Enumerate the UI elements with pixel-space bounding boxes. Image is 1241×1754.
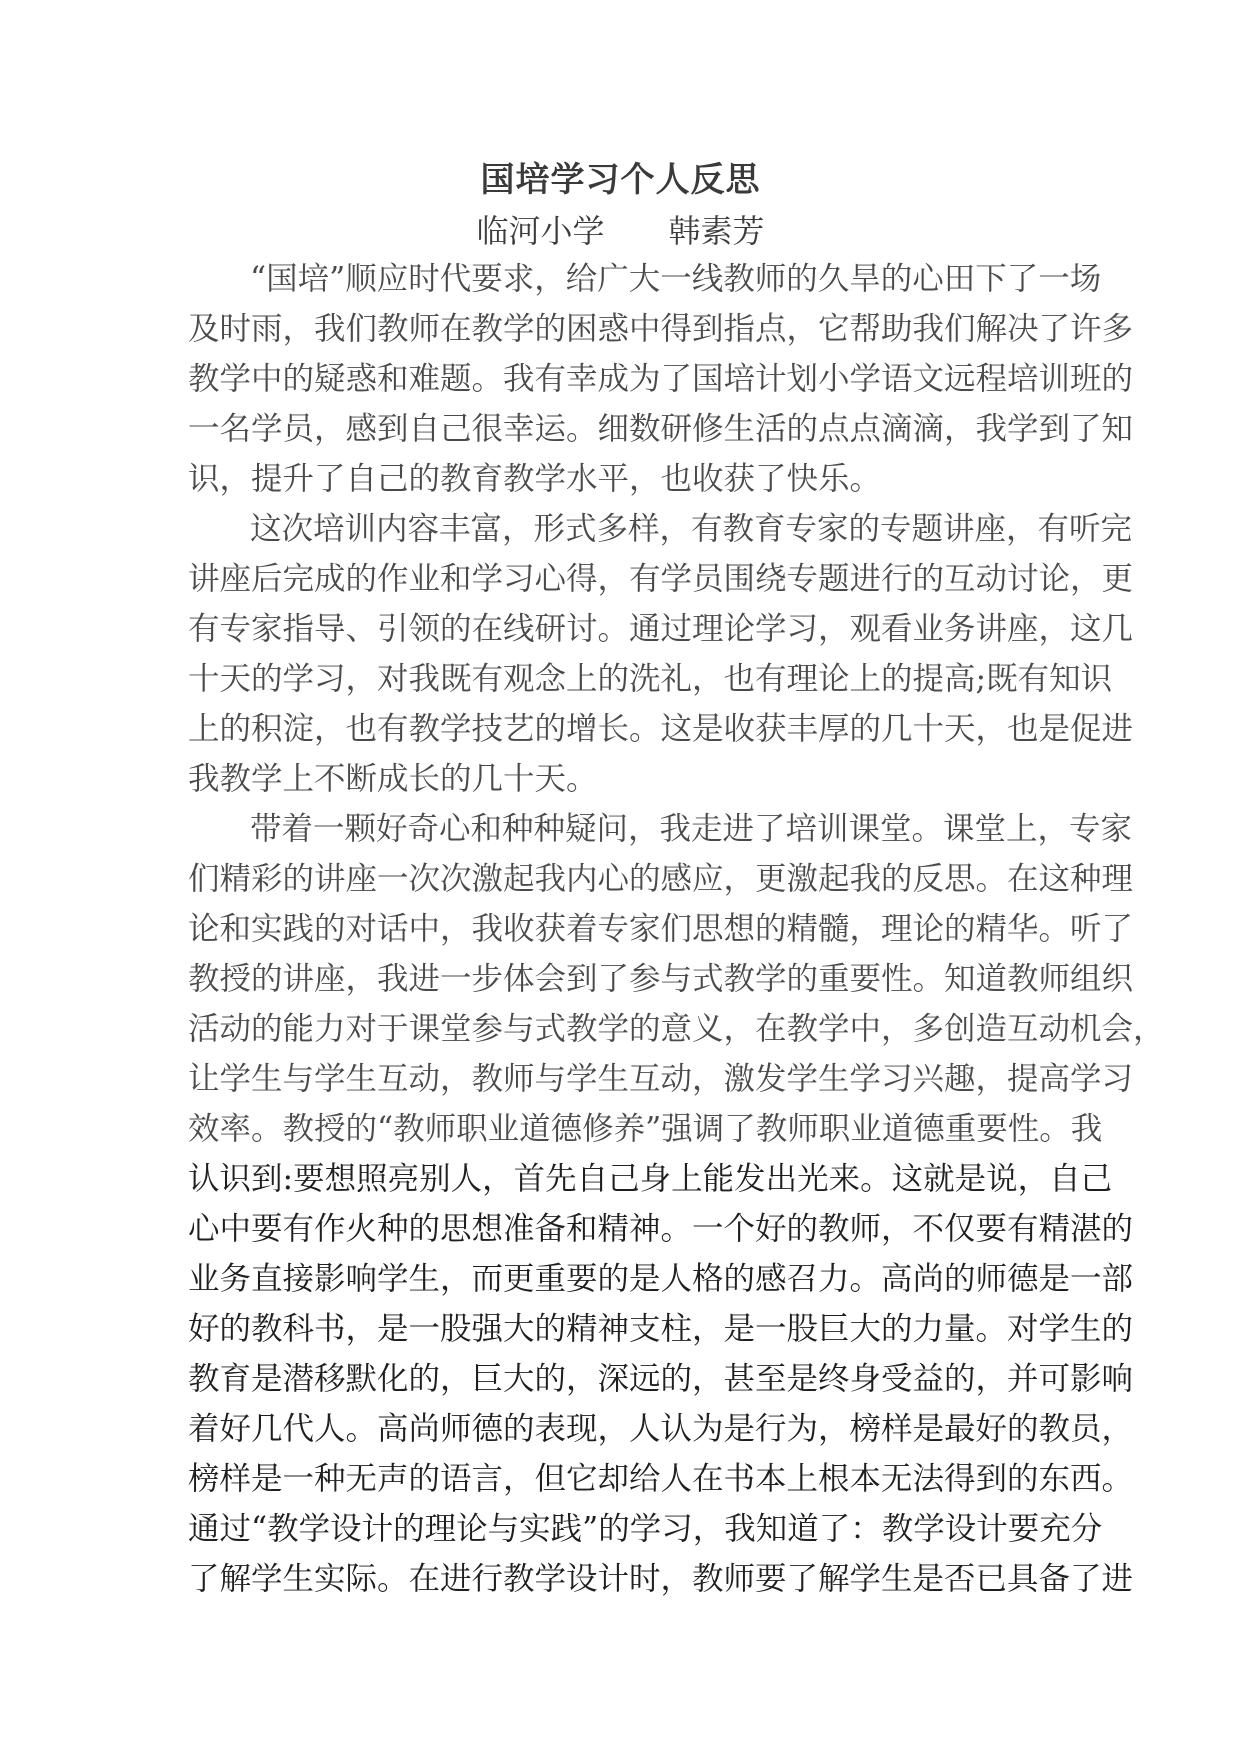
paragraph-line: 活动的能力对于课堂参与式教学的意义，在教学中，多创造互动机会，	[188, 1011, 1165, 1047]
paragraph-line: 认识到:要想照亮别人，首先自己身上能发出光来。这就是说，自己	[188, 1161, 1113, 1197]
paragraph-line: 效率。教授的“教师职业道德修养”强调了教师职业道德重要性。我	[188, 1111, 1103, 1147]
paragraph-line: 上的积淀，也有教学技艺的增长。这是收获丰厚的几十天，也是促进	[188, 711, 1134, 747]
paragraph-line: 教学中的疑惑和难题。我有幸成为了国培计划小学语文远程培训班的	[188, 361, 1134, 397]
paragraph-line: 带着一颗好奇心和种种疑问，我走进了培训课堂。课堂上，专家	[250, 811, 1133, 847]
paragraph-line: 这次培训内容丰富，形式多样，有教育专家的专题讲座，有听完	[250, 511, 1133, 547]
paragraph-line: 们精彩的讲座一次次激起我内心的感应，更激起我的反思。在这种理	[188, 861, 1134, 897]
paragraph-line: 有专家指导、引领的在线研讨。通过理论学习，观看业务讲座，这几	[188, 611, 1134, 647]
paragraph-line: 让学生与学生互动，教师与学生互动，激发学生学习兴趣，提高学习	[188, 1061, 1134, 1097]
paragraph-line: 及时雨，我们教师在教学的困惑中得到指点，它帮助我们解决了许多	[188, 311, 1134, 347]
paragraph-line: 榜样是一种无声的语言，但它却给人在书本上根本无法得到的东西。	[188, 1461, 1134, 1497]
paragraph-line: 十天的学习，对我既有观念上的洗礼，也有理论上的提高;既有知识	[188, 661, 1113, 697]
document-title: 国培学习个人反思	[480, 160, 761, 200]
paragraph-line: 通过“教学设计的理论与实践”的学习，我知道了：教学设计要充分	[188, 1511, 1103, 1547]
paragraph-line: “国培”顺应时代要求，给广大一线教师的久旱的心田下了一场	[250, 261, 1102, 297]
paragraph-line: 一名学员，感到自己很幸运。细数研修生活的点点滴滴，我学到了知	[188, 411, 1134, 447]
paragraph-line: 识，提升了自己的教育教学水平，也收获了快乐。	[188, 461, 882, 497]
paragraph-line: 我教学上不断成长的几十天。	[188, 761, 598, 797]
paragraph-line: 着好几代人。高尚师德的表现，人认为是行为，榜样是最好的教员，	[188, 1411, 1134, 1447]
paragraph-line: 论和实践的对话中，我收获着专家们思想的精髓，理论的精华。听了	[188, 911, 1134, 947]
paragraph-line: 业务直接影响学生，而更重要的是人格的感召力。高尚的师德是一部	[188, 1261, 1134, 1297]
paragraph-line: 教育是潜移默化的，巨大的，深远的，甚至是终身受益的，并可影响	[188, 1361, 1134, 1397]
paragraph-line: 了解学生实际。在进行教学设计时，教师要了解学生是否已具备了进	[188, 1561, 1134, 1597]
author-byline: 临河小学 韩素芳	[476, 212, 765, 250]
paragraph-line: 好的教科书，是一股强大的精神支柱，是一股巨大的力量。对学生的	[188, 1311, 1134, 1347]
paragraph-line: 心中要有作火种的思想准备和精神。一个好的教师，不仅要有精湛的	[188, 1211, 1134, 1247]
paragraph-line: 讲座后完成的作业和学习心得，有学员围绕专题进行的互动讨论，更	[188, 561, 1134, 597]
paragraph-line: 教授的讲座，我进一步体会到了参与式教学的重要性。知道教师组织	[188, 961, 1134, 997]
document-body	[188, 254, 1165, 1604]
